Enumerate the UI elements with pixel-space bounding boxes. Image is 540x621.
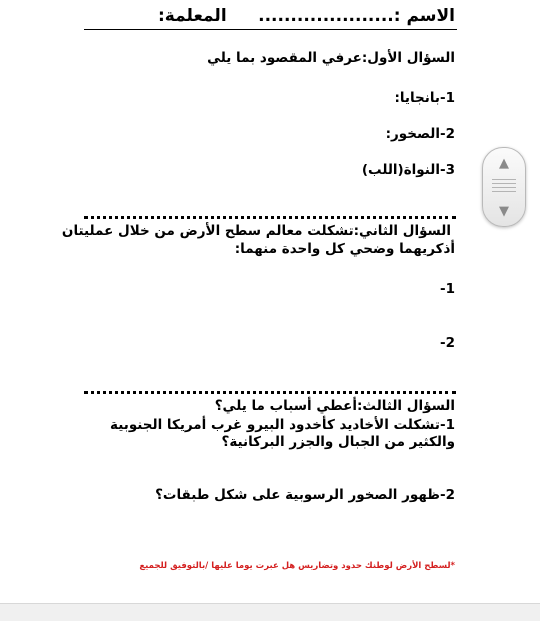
question-1-title: السؤال الأول:عرفي المقصود بما يلي: [207, 50, 455, 66]
question-3-item-1: 1-تشكلت الأخاديد كأخدود البيرو غرب أمريكا الجنوبية والكثير من الجبال والجزر البركانية؟: [110, 417, 455, 450]
question-2-item-2: 2-: [439, 335, 455, 351]
question-1-item-3: 3-النواة(اللب): [361, 162, 455, 178]
footer-note: *لسطح الأرض لوطنك حدود وتضاريس هل عبرت يوما عليها /بالتوفيق للجميع: [139, 561, 455, 571]
grip-icon[interactable]: [492, 179, 516, 193]
scroll-control[interactable]: [482, 147, 526, 227]
dotted-separator: [84, 391, 456, 394]
student-name-field: الاسم :.....................: [258, 6, 455, 26]
question-1-item-2: 2-الصخور:: [385, 126, 455, 142]
question-2-item-1: 1-: [439, 281, 455, 297]
header-divider: [84, 29, 457, 30]
question-1-item-1: 1-بانجايا:: [394, 90, 455, 106]
scroll-down-icon[interactable]: ▼: [499, 203, 509, 219]
question-3-item-2: 2-ظهور الصخور الرسوبية على شكل طبقات؟: [155, 487, 455, 503]
question-2-line-2: أذكريهما وضحي كل واحدة منهما:: [234, 241, 455, 257]
scroll-up-icon[interactable]: ▲: [499, 155, 509, 171]
question-3-title: السؤال الثالث:أعطي أسباب ما يلي؟: [214, 398, 455, 414]
bottom-bar: [0, 603, 540, 621]
question-2-line-1: السؤال الثاني:تشكلت معالم سطح الأرض من خلال عمليتان: [61, 223, 451, 239]
dotted-separator: [84, 216, 456, 219]
teacher-label: المعلمة:: [158, 6, 227, 26]
